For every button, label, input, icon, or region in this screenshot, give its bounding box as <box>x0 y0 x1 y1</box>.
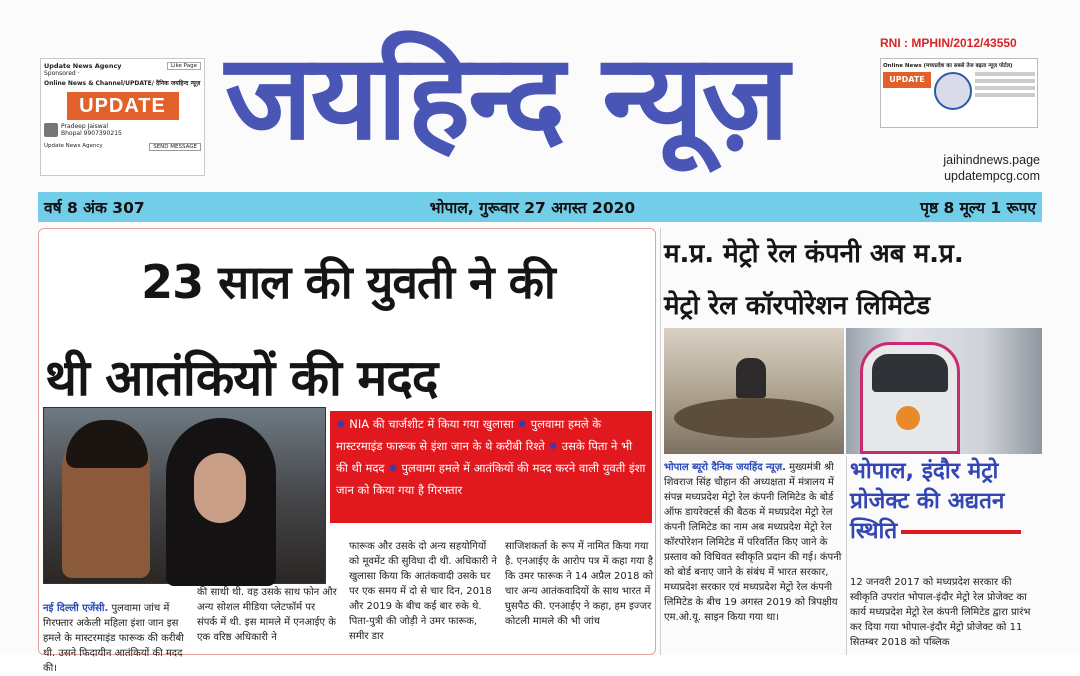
advert-header <box>44 62 201 77</box>
advert-tagline: Online News & Channel/UPDATE/ दैनिक जयहिन्द न्यूज़ <box>44 80 201 87</box>
metro-headline <box>664 228 1042 332</box>
facebook-advert[interactable] <box>40 58 205 176</box>
column-divider <box>846 456 847 655</box>
like-page-button[interactable]: Like Page <box>167 62 201 70</box>
metro-subheadline <box>850 456 1042 546</box>
lead-column-1 <box>43 601 193 674</box>
advert-agency-name: Update News Agency <box>44 62 122 70</box>
highlight-box <box>330 411 652 523</box>
portal-advert-body <box>883 72 1035 110</box>
website-list <box>925 152 1040 184</box>
metro-subheadline-text: भोपाल, इंदौर मेट्रो प्रोजेक्ट की अद्यतन स्थिति <box>850 458 1005 544</box>
metro-story-text: मुख्यमंत्री श्री शिवराज सिंह चौहान की अध्यक्षता में मंत्रालय में संपन्न मध्यप्रदेश मेट्रो रेल कंपनी लिमिटेड के बोर्ड ऑफ डायरेक्टर्स की बैठक में मध्यप्रदेश मेट्रो रेल कंपनी लिमिटेड का नाम अब मध्यप्रदेश मेट्रो रेल कॉरपोरेशन लिमिटेड में परिवर्तित किए जाने के प्रस्ताव को विधिवत स्वीकृति प्रदान की गई। कंपनी को बोर्ड बनाए जाने के संबंध में भारत सरकार, मध्यप्रदेश सरकार एवं मध्यप्रदेश मेट्रो रेल कंपनी लिमिटेड के बीच 19 अगस्त 2019 को त्रिपक्षीय एम.ओ.यू. साइन किया गया था। <box>664 462 842 623</box>
page-price: पृष्ठ 8 मूल्य 1 रूपए <box>920 199 1036 217</box>
lead-column-1-text: पुलवामा जांच में गिरफ्तार अकेली महिला इंशा जान इस हमले के मास्टरमाइंड फारूक की करीबी थी. उसने फिदायीन आतंकियों की मदद की। <box>43 603 184 674</box>
lead-story <box>38 228 656 674</box>
lead-column-2 <box>197 585 337 661</box>
metro-story-column <box>664 460 842 655</box>
contact-name: Pradeep Jaiswal <box>61 123 109 130</box>
advert-contact <box>44 123 201 137</box>
portal-text-lines <box>975 72 1035 110</box>
dateline-strip <box>38 192 1042 222</box>
place-date: भोपाल, गुरूवार 27 अगस्त 2020 <box>429 199 636 217</box>
advert-sponsored: Sponsored · <box>44 70 80 77</box>
star-icon: ✸ <box>336 417 346 431</box>
metro-headline-line-2: मेट्रो रेल कॉरपोरेशन लिमिटेड <box>664 291 931 321</box>
lead-column-4-text: साजिशकर्ता के रूप में नामित किया गया है. एनआईए के आरोप पत्र में कहा गया है कि उमर फारूक ने 14 अप्रैल 2018 को चार अन्य आतंकवादियों के साथ भारत में घुसपैठ की. एनआईए ने कहा, हम इज्जर कोटली मामले की भी जांच <box>505 541 654 627</box>
highlight-4: पुलवामा हमले में आतंकियों की मदद करने वाली युवती इंशा जान को किया गया है गिरफ्तार <box>336 461 646 497</box>
metro-train-photo <box>846 328 1042 454</box>
highlight-2: पुलवामा हमले के मास्टरमाइंड फारूक से इंशा जान के थे करीबी रिश्ते <box>336 417 602 453</box>
metro-sub-column <box>850 575 1042 655</box>
highlight-3: उसके पिता ने भी की थी मदद <box>336 439 633 475</box>
website-link-1[interactable]: jaihindnews.page <box>943 153 1040 167</box>
lead-photo <box>43 407 326 584</box>
star-icon: ✸ <box>388 461 398 475</box>
avatar <box>44 123 58 137</box>
advert-footer <box>44 143 201 151</box>
send-message-button[interactable]: SEND MESSAGE <box>149 143 201 151</box>
star-icon: ✸ <box>548 439 559 453</box>
metro-headline-line-1: म.प्र. मेट्रो रेल कंपनी अब म.प्र. <box>664 239 964 269</box>
meeting-photo <box>664 328 844 454</box>
issue-number: वर्ष 8 अंक 307 <box>44 199 145 217</box>
update-logo: UPDATE <box>67 92 179 120</box>
lead-column-4 <box>505 539 653 661</box>
portal-advert-headline: Online News (मध्यप्रदेश का सबसे तेज बढ़ता न्यूज़ पोर्टल) <box>883 63 1013 69</box>
update-logo-small: UPDATE <box>883 72 931 88</box>
lead-column-2-text: की साथी थी. वह उसके साथ फोन और अन्य सोशल मीडिया प्लेटफॉर्म पर संपर्क में थी. इस मामले में एनआईए के एक वरिष्ठ अधिकारी ने <box>197 587 337 643</box>
news-portal-advert[interactable] <box>880 58 1038 128</box>
highlight-1: NIA की चार्जशीट में किया गया खुलासा <box>349 417 514 431</box>
lead-column-3-text: फारूक और उसके दो अन्य सहयोगियों को मूवमेंट की सुविधा दी थी. अधिकारी ने खुलासा किया कि आतंकवादी उसके घर पर एक समय में दो से चार दिन, 2018 और 2019 के बीच कई बार रुके थे. पिता-पुत्री की जोड़ी ने उमर फारूक, समीर डार <box>349 541 497 642</box>
rni-number: RNI : MPHIN/2012/43550 <box>880 36 1017 50</box>
red-rule <box>901 530 1021 534</box>
lead-headline-line-1: 23 साल की युवती ने की <box>141 255 555 309</box>
metro-byline: भोपाल ब्यूरो दैनिक जयहिंद न्यूज़. <box>664 462 786 473</box>
newspaper-title: जयहिन्द न्यूज़ <box>225 28 788 166</box>
lead-headline-line-2: थी आतंकियों की मदद <box>45 349 438 407</box>
lead-byline: नई दिल्ली एजेंसी. <box>43 603 109 614</box>
metro-sub-text: 12 जनवरी 2017 को मध्यप्रदेश सरकार की स्वीकृति उपरांत भोपाल-इंदौर मेट्रो रेल प्रोजेक्ट का कार्य मध्यप्रदेश मेट्रो रेल कंपनी लिमिटेड द्वारा प्रारंभ कर दिया गया भोपाल-इंदौर मेट्रो प्रोजेक्ट को 11 सितम्बर 2018 को पब्लिक <box>850 577 1031 648</box>
portal-circle-image <box>934 72 972 110</box>
star-icon: ✸ <box>517 417 527 431</box>
advert-footer-name: Update News Agency <box>44 143 103 149</box>
column-divider <box>660 228 661 655</box>
contact-phone: Bhopal 9907390215 <box>61 130 122 137</box>
website-link-2[interactable]: updatempcg.com <box>944 169 1040 183</box>
lead-column-3 <box>349 539 497 661</box>
